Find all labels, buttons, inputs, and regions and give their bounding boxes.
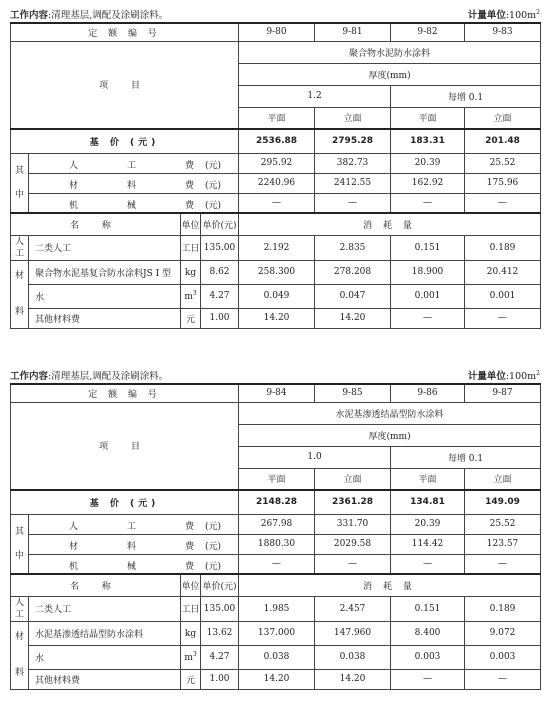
cost-value: 331.70: [315, 514, 391, 534]
measure-unit: 计量单位$:100m^2$: [467, 369, 540, 382]
project-label: 项 目: [11, 41, 239, 129]
consumption-header: 消 耗 量: [239, 574, 541, 596]
position-label: 平面: [239, 468, 315, 490]
resource-name: 其他材料费: [29, 669, 181, 689]
consumption-value: 137.000: [239, 621, 315, 645]
material-name: 水泥基渗透结晶型防水涂料: [239, 402, 541, 424]
cost-label-char: 人: [69, 160, 79, 171]
work-content: 工作内容:清理基层,调配及涂刷涂料。: [10, 10, 169, 21]
cost-value: 162.92: [391, 173, 465, 193]
quota-code: 9-84: [239, 384, 315, 402]
cost-value: —: [465, 193, 541, 213]
consumption-value: 0.151: [391, 235, 465, 260]
cost-value: —: [315, 193, 391, 213]
cost-value: 20.39: [391, 514, 465, 534]
thickness-label: 厚度(mm): [239, 63, 541, 85]
cost-label-char: 费: [185, 160, 195, 171]
table-header: [8, 4, 546, 22]
cost-value: 295.92: [239, 153, 315, 173]
of-which-label: 其 中: [11, 514, 29, 574]
consumption-value: 0.003: [391, 645, 465, 669]
resource-price: 8.62: [201, 260, 239, 284]
quota-table-section: [8, 4, 546, 329]
quota-code: 9-81: [315, 23, 391, 41]
cost-label-char: 械: [127, 200, 137, 211]
labor-group-label: 人工: [11, 235, 29, 260]
cost-label-unit: (元): [205, 160, 222, 171]
material-group-label: 材 料: [11, 621, 29, 689]
cost-label-char: 料: [127, 541, 137, 552]
cost-value: —: [239, 193, 315, 213]
base-price: 134.81: [391, 490, 465, 514]
base-price-label: 基 价 (元): [11, 129, 239, 153]
resource-price: 135.00: [201, 235, 239, 260]
resource-unit: $m^3$: [181, 284, 201, 308]
consumption-value: 0.189: [465, 596, 541, 621]
cost-value: —: [391, 554, 465, 574]
quota-table: [10, 22, 541, 329]
consumption-value: 147.960: [315, 621, 391, 645]
consumption-value: —: [391, 669, 465, 689]
resource-name: 水: [29, 284, 181, 308]
name-column-header: 名 称: [11, 213, 181, 235]
consumption-value: 0.151: [391, 596, 465, 621]
cost-value: —: [465, 554, 541, 574]
resource-price: 135.00: [201, 596, 239, 621]
quota-code: 9-83: [465, 23, 541, 41]
cost-value: 175.96: [465, 173, 541, 193]
project-label: 项 目: [11, 402, 239, 490]
cost-label-char: 人: [69, 521, 79, 532]
thickness-label: 厚度(mm): [239, 424, 541, 446]
quota-number-label: 定 额 编 号: [11, 384, 239, 402]
consumption-value: 0.049: [239, 284, 315, 308]
unit-price-column-header: 单价(元): [201, 213, 239, 235]
thickness-increment: 每增 0.1: [391, 446, 541, 468]
quota-code: 9-82: [391, 23, 465, 41]
resource-name: 水: [29, 645, 181, 669]
consumption-value: 14.20: [239, 669, 315, 689]
resource-name: 二类人工: [29, 596, 181, 621]
table-header: [8, 365, 546, 383]
position-label: 立面: [465, 107, 541, 129]
thickness-increment: 每增 0.1: [391, 85, 541, 107]
resource-unit: 工日: [181, 235, 201, 260]
consumption-value: 0.189: [465, 235, 541, 260]
consumption-value: 0.047: [315, 284, 391, 308]
cost-value: 382.73: [315, 153, 391, 173]
consumption-value: 0.001: [465, 284, 541, 308]
base-price: 2361.28: [315, 490, 391, 514]
resource-price: 1.00: [201, 669, 239, 689]
material-group-label: 材 料: [11, 260, 29, 328]
measure-unit: 计量单位$:100m^2$: [467, 8, 540, 21]
consumption-value: 2.835: [315, 235, 391, 260]
cost-label-char: 材: [69, 541, 79, 552]
base-price: 183.31: [391, 129, 465, 153]
cost-label-char: 工: [127, 160, 137, 171]
cost-label-char: 械: [127, 561, 137, 572]
consumption-value: 14.20: [315, 669, 391, 689]
cost-value: —: [315, 554, 391, 574]
position-label: 立面: [315, 468, 391, 490]
unit-price-column-header: 单价(元): [201, 574, 239, 596]
consumption-value: 14.20: [315, 308, 391, 328]
cost-label-unit: (元): [205, 541, 222, 552]
cost-row-label: [29, 534, 239, 554]
consumption-value: 0.038: [315, 645, 391, 669]
resource-unit: 元: [181, 308, 201, 328]
cost-row-label: [29, 193, 239, 213]
cost-label-char: 费: [185, 521, 195, 532]
cost-label-char: 机: [69, 561, 79, 572]
resource-unit: 工日: [181, 596, 201, 621]
resource-price: 13.62: [201, 621, 239, 645]
cost-value: 25.52: [465, 153, 541, 173]
cost-label-char: 材: [69, 180, 79, 191]
base-price: 2148.28: [239, 490, 315, 514]
cost-value: 123.57: [465, 534, 541, 554]
cost-value: 2029.58: [315, 534, 391, 554]
cost-label-char: 费: [185, 541, 195, 552]
of-which-label: 其 中: [11, 153, 29, 213]
consumption-value: 278.208: [315, 260, 391, 284]
cost-label-char: 费: [185, 561, 195, 572]
cost-label-char: 费: [185, 180, 195, 191]
unit-column-header: 单位: [181, 213, 201, 235]
cost-value: —: [239, 554, 315, 574]
resource-unit: kg: [181, 621, 201, 645]
resource-price: 4.27: [201, 645, 239, 669]
consumption-value: 2.457: [315, 596, 391, 621]
consumption-value: 18.900: [391, 260, 465, 284]
quota-number-label: 定 额 编 号: [11, 23, 239, 41]
consumption-value: 0.003: [465, 645, 541, 669]
resource-price: 1.00: [201, 308, 239, 328]
labor-group-label: 人工: [11, 596, 29, 621]
cost-label-unit: (元): [205, 521, 222, 532]
position-label: 立面: [465, 468, 541, 490]
consumption-value: 1.985: [239, 596, 315, 621]
consumption-value: —: [391, 308, 465, 328]
cost-row-label: [29, 173, 239, 193]
consumption-value: 9.072: [465, 621, 541, 645]
cost-row-label: [29, 514, 239, 534]
cost-value: 20.39: [391, 153, 465, 173]
position-label: 平面: [391, 468, 465, 490]
consumption-value: 20.412: [465, 260, 541, 284]
consumption-value: —: [465, 669, 541, 689]
cost-label-unit: (元): [205, 561, 222, 572]
unit-column-header: 单位: [181, 574, 201, 596]
cost-value: 2240.96: [239, 173, 315, 193]
cost-value: 25.52: [465, 514, 541, 534]
material-name: 聚合物水泥防水涂料: [239, 41, 541, 63]
cost-label-char: 机: [69, 200, 79, 211]
cost-label-unit: (元): [205, 200, 222, 211]
consumption-value: 258.300: [239, 260, 315, 284]
cost-value: 267.98: [239, 514, 315, 534]
consumption-header: 消 耗 量: [239, 213, 541, 235]
resource-name: 其他材料费: [29, 308, 181, 328]
cost-label-char: 费: [185, 200, 195, 211]
cost-row-label: [29, 554, 239, 574]
cost-label-unit: (元): [205, 180, 222, 191]
consumption-value: 0.001: [391, 284, 465, 308]
cost-row-label: [29, 153, 239, 173]
cost-value: 1880.30: [239, 534, 315, 554]
consumption-value: 14.20: [239, 308, 315, 328]
quota-table-section: [8, 365, 546, 690]
resource-price: 4.27: [201, 284, 239, 308]
quota-code: 9-85: [315, 384, 391, 402]
thickness-base: 1.2: [239, 85, 391, 107]
work-content: 工作内容:清理基层,调配及涂刷涂料。: [10, 371, 169, 382]
base-price: 149.09: [465, 490, 541, 514]
consumption-value: 8.400: [391, 621, 465, 645]
resource-unit: 元: [181, 669, 201, 689]
position-label: 平面: [239, 107, 315, 129]
consumption-value: 0.038: [239, 645, 315, 669]
base-price: 2536.88: [239, 129, 315, 153]
base-price: 201.48: [465, 129, 541, 153]
cost-value: —: [391, 193, 465, 213]
resource-unit: kg: [181, 260, 201, 284]
base-price-label: 基 价 (元): [11, 490, 239, 514]
quota-code: 9-80: [239, 23, 315, 41]
quota-table: [10, 383, 541, 690]
cost-value: 2412.55: [315, 173, 391, 193]
name-column-header: 名 称: [11, 574, 181, 596]
consumption-value: 2.192: [239, 235, 315, 260]
resource-unit: $m^3$: [181, 645, 201, 669]
thickness-base: 1.0: [239, 446, 391, 468]
quota-code: 9-86: [391, 384, 465, 402]
quota-code: 9-87: [465, 384, 541, 402]
cost-value: 114.42: [391, 534, 465, 554]
cost-label-char: 料: [127, 180, 137, 191]
resource-name: 水泥基渗透结晶型防水涂料: [29, 621, 181, 645]
resource-name: 二类人工: [29, 235, 181, 260]
cost-label-char: 工: [127, 521, 137, 532]
position-label: 平面: [391, 107, 465, 129]
position-label: 立面: [315, 107, 391, 129]
consumption-value: —: [465, 308, 541, 328]
resource-name: 聚合物水泥基复合防水涂料JS I 型: [29, 260, 181, 284]
base-price: 2795.28: [315, 129, 391, 153]
